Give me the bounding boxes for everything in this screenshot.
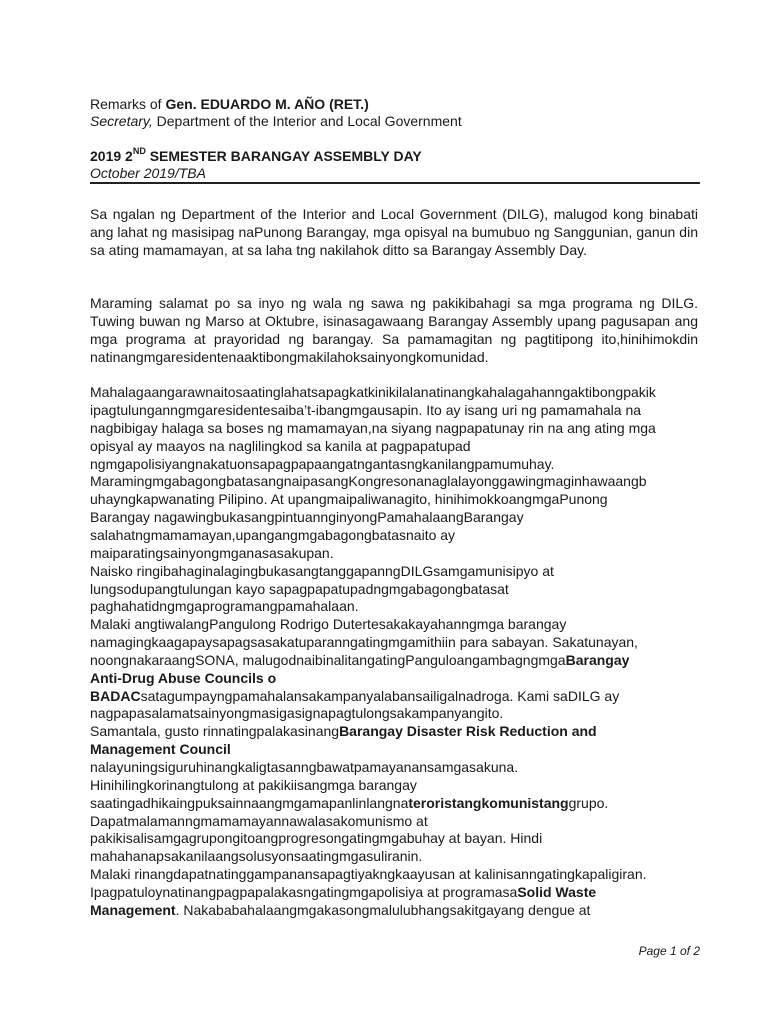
body-line: Dapatmalamanngmamamayannawalasakomunismo at xyxy=(90,813,428,829)
body-line xyxy=(90,883,596,901)
header-divider xyxy=(90,182,700,184)
bold-term: Solid Waste xyxy=(517,884,597,900)
role-title: Secretary, xyxy=(90,113,153,129)
page-number: Page 1 of 2 xyxy=(638,944,700,958)
body-line xyxy=(90,901,590,919)
event-ordinal: ND xyxy=(132,146,146,156)
paragraph-2 xyxy=(90,294,702,366)
body-line: namagingkaagapaysapagsasakatuparanngatingmgamithiin para sabayan. Sakatunayan, xyxy=(90,634,638,650)
bold-term: Barangay xyxy=(565,652,630,668)
text-run: Samantala, gusto rinnatingpalakasinang xyxy=(90,723,340,739)
event-title xyxy=(90,147,422,165)
remarks-prefix: Remarks of xyxy=(90,96,166,112)
body-line: Hinihilingkorinangtulong at pakikiisangmga barangay xyxy=(90,777,417,793)
speaker-name: Gen. EDUARDO M. AÑO (RET.) xyxy=(165,96,369,112)
body-line: pakikisalisamgagrupongitoangprogresongatingmgabuhay at bayan. Hindi xyxy=(90,830,543,846)
body-line: Naisko ringibahaginalagingbukasangtanggapanngDILGsamgamunisipyo at xyxy=(90,563,554,579)
body-line xyxy=(90,794,608,812)
bold-term: Management Council xyxy=(90,741,231,757)
document-page xyxy=(90,0,700,1024)
paragraph-1 xyxy=(90,205,702,259)
text-run: noongnakaraangSONA, malugodnaibinalitangatingPanguloangambagngmga xyxy=(90,652,566,668)
bold-term: Management xyxy=(90,902,176,918)
text-run: grupo. xyxy=(568,795,609,811)
body-line: maiparatingsainyongmganasasakupan. xyxy=(90,545,334,561)
body-line: Barangay nagawingbukasangpintuannginyongPamahalaangBarangay xyxy=(90,509,524,525)
text-run: satagumpayngpamahalansakampanyalabansailigalnadroga. Kami saDILG ay xyxy=(140,688,620,704)
body-line xyxy=(90,651,629,669)
paragraph-1-text: Sa ngalan ng Department of the Interior and Local Government (DILG), malugod kong binabati ang lahat ng masisipag naPunong Barangay, mga opisyal na bumubuo ng Sanggunian, ganun din sa ating mamamayan, at sa laha tng nakilahok ditto sa Barangay Assembly Day. xyxy=(90,206,698,258)
body-line: paghahatidngmgaprogramangpamahalaan. xyxy=(90,598,359,614)
body-line: lungsodupangtulungan kayo sapagpapatupadngmgabagongbatasat xyxy=(90,581,509,597)
bold-term: Barangay Disaster Risk Reduction and xyxy=(339,723,597,739)
bold-term: Anti-Drug Abuse Councils o xyxy=(90,670,277,686)
role-department: Department of the Interior and Local Government xyxy=(152,113,462,129)
bold-term: teroristangkomunistang xyxy=(408,795,569,811)
body-line: ipagtulunganngmgaresidentesaiba’t-ibangmgausapin. Ito ay isang uri ng pamamahala na xyxy=(90,402,642,418)
body-line: nagbibigay halaga sa boses ng mamamayan,na siyang nagpapatunay rin na ang ating mga xyxy=(90,420,656,436)
event-name: SEMESTER BARANGAY ASSEMBLY DAY xyxy=(145,148,422,164)
event-date: October 2019/TBA xyxy=(90,165,206,181)
body-line: ngmgapolisiyangnakatuonsapagpapaangatngantasngkanilangpamumuhay. xyxy=(90,456,555,472)
bold-term: BADAC xyxy=(90,688,141,704)
body-line: nagpapasalamatsainyongmasigasignapagtulongsakampanyangito. xyxy=(90,705,504,721)
body-line xyxy=(90,722,597,740)
body-line: salahatngmamamayan,upangangmgabagongbatasnaito ay xyxy=(90,527,456,543)
body-line: uhayngkapwanating Pilipino. At upangmaipaliwanagito, hinihimokkoangmgaPunong xyxy=(90,491,608,507)
body-line: opisyal ay maayos na naglilingkod sa kanila at pagpapatupad xyxy=(90,438,471,454)
remarks-line xyxy=(90,95,369,113)
paragraph-2-text: Maraming salamat po sa inyo ng wala ng sawa ng pakikibahagi sa mga programa ng DILG. Tuwing buwan ng Marso at Oktubre, isinasagawaang Barangay Assembly upang pagusapan ang mga programa at prayoridad ng barangay. Sa pamamagitan ng pagtitipong ito,hinihimokdin natinangmgaresidentenaaktibongmakilahoksainyongkomunidad. xyxy=(90,295,698,365)
event-year: 2019 2 xyxy=(90,148,133,164)
body-line xyxy=(90,687,619,705)
body-line: Malaki rinangdapatnatinggampanansapagtiyakngkaayusan at kalinisanngatingkapaligiran. xyxy=(90,866,647,882)
body-line: Mahalagaangarawnaitosaatinglahatsapagkatkinikilalanatinangkahalagahanngaktibongpakik xyxy=(90,384,656,400)
body-line: mahahanapsakanilaangsolusyonsaatingmgasuliranin. xyxy=(90,848,423,864)
body-line: Malaki angtiwalangPangulong Rodrigo Dutertesakakayahanngmga barangay xyxy=(90,616,567,632)
text-run: saatingadhikaingpuksainnaangmgamapanlinlangna xyxy=(90,795,409,811)
text-run: . Nakababahalaangmgakasongmalulubhangsakitgayang dengue at xyxy=(175,902,591,918)
body-line: Maramingmgabagongbatasangnaipasang​Kongresonanaglalayonggawingmaginhawaangb xyxy=(90,473,647,489)
text-run: Ipagpatuloynatinangpagpapalakasngatingmgapolisiya at programasa xyxy=(90,884,518,900)
speaker-role xyxy=(90,112,462,130)
body-line: nalayuningsiguruhinangkaligtasanngbawatpamayanansamgasakuna. xyxy=(90,759,519,775)
